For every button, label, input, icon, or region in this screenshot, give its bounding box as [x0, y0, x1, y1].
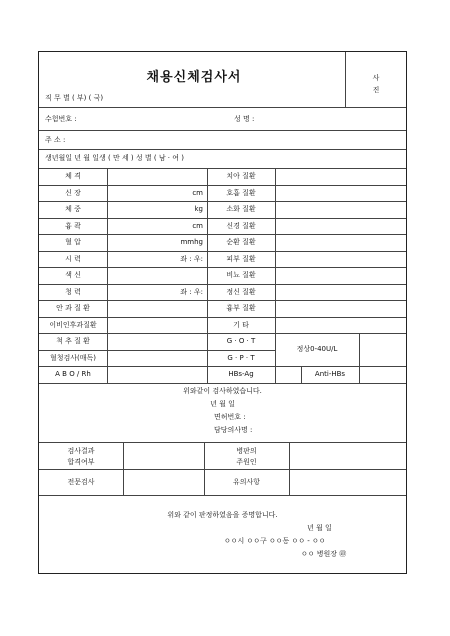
rule — [39, 469, 406, 470]
table-row-rule — [39, 185, 406, 186]
left-row-label: 이비인후과질환 — [49, 320, 97, 329]
table-row-rule — [39, 201, 406, 202]
right-row-label: 흉부 질환 — [226, 304, 256, 312]
left-row-label: 색 신 — [65, 271, 81, 279]
left-row-unit: 좌 : 우: — [180, 254, 203, 263]
right-row-label: 치아 질환 — [226, 172, 256, 180]
form-title: 채용신체검사서 — [146, 70, 242, 85]
cause-label-2: 주원인 — [236, 458, 257, 466]
license-number: 면허번호 : — [214, 413, 246, 421]
left-row-label: 체 격 — [65, 172, 81, 180]
table-row-rule — [39, 317, 406, 318]
left-row-label: 청 력 — [65, 287, 81, 296]
table-row-rule — [39, 284, 406, 285]
photo-label-1: 사 — [372, 74, 380, 82]
table-col-rule — [207, 168, 208, 383]
right-row-label: G · P · T — [227, 353, 255, 362]
doctor-name: 담당의사명 : — [214, 426, 253, 434]
exam-number-label: 수험번호 : — [45, 115, 77, 123]
hospital-director-seal: ㅇㅇ 병원장 ㊞ — [301, 550, 347, 558]
col-divider — [123, 442, 124, 495]
photo-label-2: 진 — [372, 86, 380, 94]
job-line: 직 무 별 ( 부) ( 국) — [45, 94, 104, 102]
left-row-unit: kg — [194, 205, 203, 213]
notes-label: 유의사항 — [232, 478, 261, 486]
right-row-label: 기 타 — [233, 320, 249, 329]
name-label: 성 명 : — [234, 115, 255, 123]
left-row-unit: mmhg — [180, 238, 203, 246]
left-row-label: 흉 곽 — [65, 221, 81, 230]
result-label-2: 합격여부 — [67, 458, 95, 466]
left-row-label: 신 장 — [65, 188, 81, 197]
table-row-rule — [39, 366, 406, 367]
rule — [39, 168, 406, 169]
table-row-rule — [39, 333, 406, 334]
liver-normal-range: 정상0-40U/L — [296, 344, 338, 353]
rule — [39, 149, 406, 150]
result-label-1: 검사결과 — [67, 447, 95, 455]
table-row-rule — [39, 300, 406, 301]
table-row-rule — [39, 251, 406, 252]
table-row-rule — [39, 350, 275, 351]
table-row-rule — [39, 267, 406, 268]
left-row-label: 혈청검사(매독) — [49, 353, 97, 362]
address-label: 주 소 : — [45, 136, 66, 144]
table-col-rule — [107, 168, 108, 383]
right-row-label: 소화 질환 — [226, 205, 256, 213]
right-row-label: 정신 질환 — [226, 287, 256, 296]
right-row-label: HBs-Ag — [228, 370, 254, 378]
left-row-unit: cm — [192, 188, 203, 197]
right-row-label: 순환 질환 — [226, 238, 256, 246]
table-bottom-rule — [39, 383, 406, 384]
rule — [39, 107, 406, 108]
anti-hbs-label: Anti-HBs — [314, 370, 346, 378]
right-row-label: 비뇨 질환 — [226, 271, 256, 279]
left-row-label: 혈 압 — [65, 238, 81, 246]
anti-hbs-rule — [359, 366, 360, 383]
dob-gender-line: 생년월일 년 월 일생 ( 만 세 ) 성 별 ( 남 · 여 ) — [45, 154, 184, 162]
rule — [39, 130, 406, 131]
left-row-label: 시 력 — [65, 254, 81, 263]
left-row-unit: 좌 : 우: — [180, 287, 203, 296]
cause-label-1: 병판의 — [236, 447, 257, 455]
rule — [39, 495, 406, 496]
left-row-unit: cm — [192, 221, 203, 230]
liver-col-rule — [359, 333, 360, 366]
left-row-label: A B O / Rh — [55, 370, 91, 378]
rule — [39, 442, 406, 443]
certification-statement: 위와 같이 판정하였음을 증명합니다. — [167, 511, 278, 519]
col-divider — [289, 442, 290, 495]
right-row-label: 피부 질환 — [226, 254, 256, 263]
left-row-label: 체 중 — [65, 205, 81, 213]
exam-statement-1: 위와같이 검사하였습니다. — [183, 387, 262, 395]
table-row-rule — [39, 234, 406, 235]
left-row-label: 척 추 질 환 — [56, 337, 90, 345]
hospital-address: ㅇㅇ시 ㅇㅇ구 ㅇㅇ동 ㅇㅇ - ㅇㅇ — [224, 537, 326, 545]
right-row-label: G · O · T — [226, 337, 256, 345]
left-row-label: 안 과 질 환 — [56, 304, 90, 312]
right-row-label: 신경 질환 — [226, 221, 256, 230]
exam-date: 년 월 일 — [210, 400, 235, 408]
special-exam-label: 전문검사 — [67, 478, 95, 486]
health-exam-form — [38, 51, 407, 574]
certification-date: 년 월 일 — [307, 524, 332, 532]
table-row-rule — [39, 218, 406, 219]
right-row-label: 호흡 질환 — [226, 188, 256, 197]
